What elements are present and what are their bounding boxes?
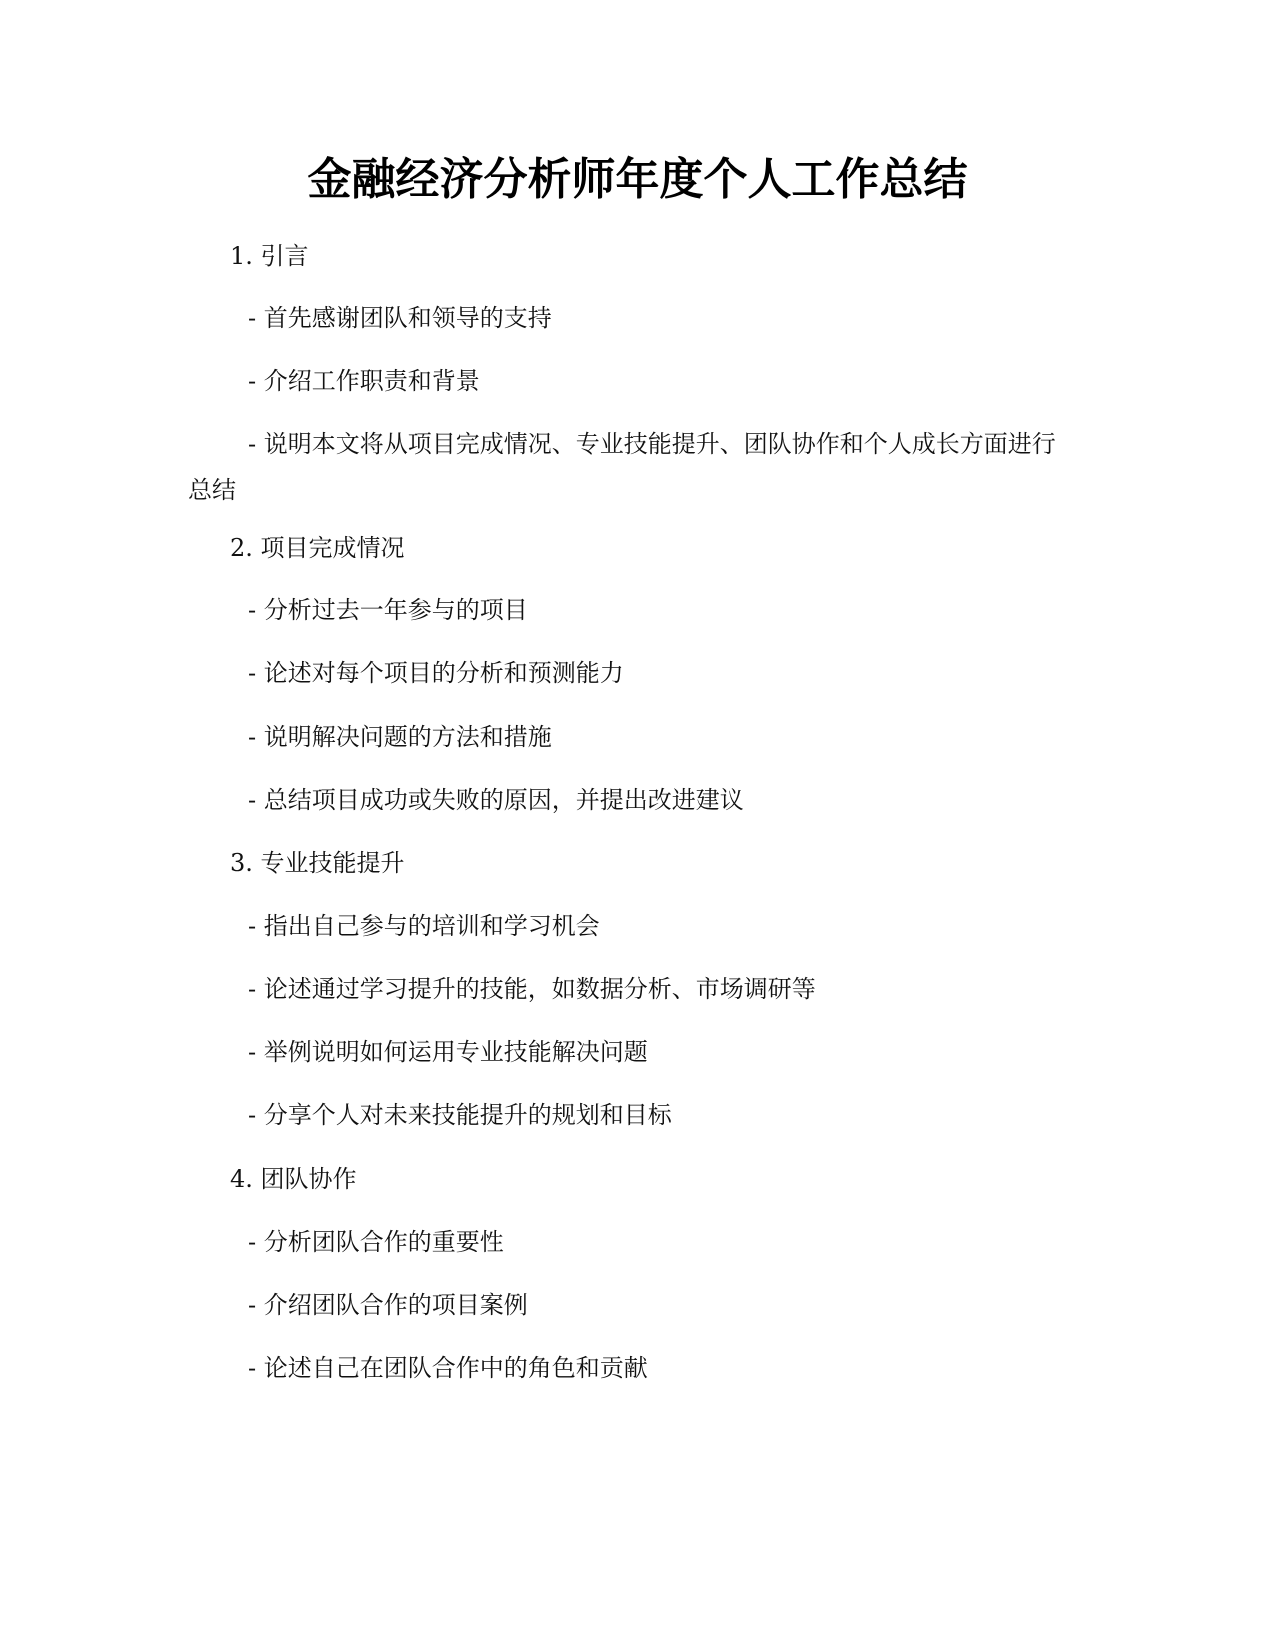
section-heading-skills: 3. 专业技能提升 (230, 849, 405, 877)
list-item-wrapped: - 说明本文将从项目完成情况、专业技能提升、团队协作和个人成长方面进行总结 (188, 430, 1056, 504)
list-item: - 介绍团队合作的项目案例 (248, 1291, 528, 1319)
list-item: - 分享个人对未来技能提升的规划和目标 (248, 1101, 672, 1129)
list-item: - 论述对每个项目的分析和预测能力 (248, 659, 624, 687)
list-item: - 首先感谢团队和领导的支持 (248, 304, 552, 332)
list-item: - 论述自己在团队合作中的角色和贡献 (248, 1354, 648, 1382)
list-item: - 分析过去一年参与的项目 (248, 596, 528, 624)
section-heading-projects: 2. 项目完成情况 (230, 534, 405, 562)
list-item: - 论述通过学习提升的技能，如数据分析、市场调研等 (248, 975, 816, 1003)
list-item: - 介绍工作职责和背景 (248, 367, 480, 395)
section-heading-teamwork: 4. 团队协作 (230, 1165, 357, 1193)
list-item: - 说明解决问题的方法和措施 (248, 723, 552, 751)
list-item: - 分析团队合作的重要性 (248, 1228, 504, 1256)
list-item: - 总结项目成功或失败的原因，并提出改进建议 (248, 786, 744, 814)
document-title: 金融经济分析师年度个人工作总结 (307, 154, 968, 205)
list-item: - 举例说明如何运用专业技能解决问题 (248, 1038, 648, 1066)
section-heading-introduction: 1. 引言 (230, 242, 309, 270)
list-item: - 指出自己参与的培训和学习机会 (248, 912, 600, 940)
